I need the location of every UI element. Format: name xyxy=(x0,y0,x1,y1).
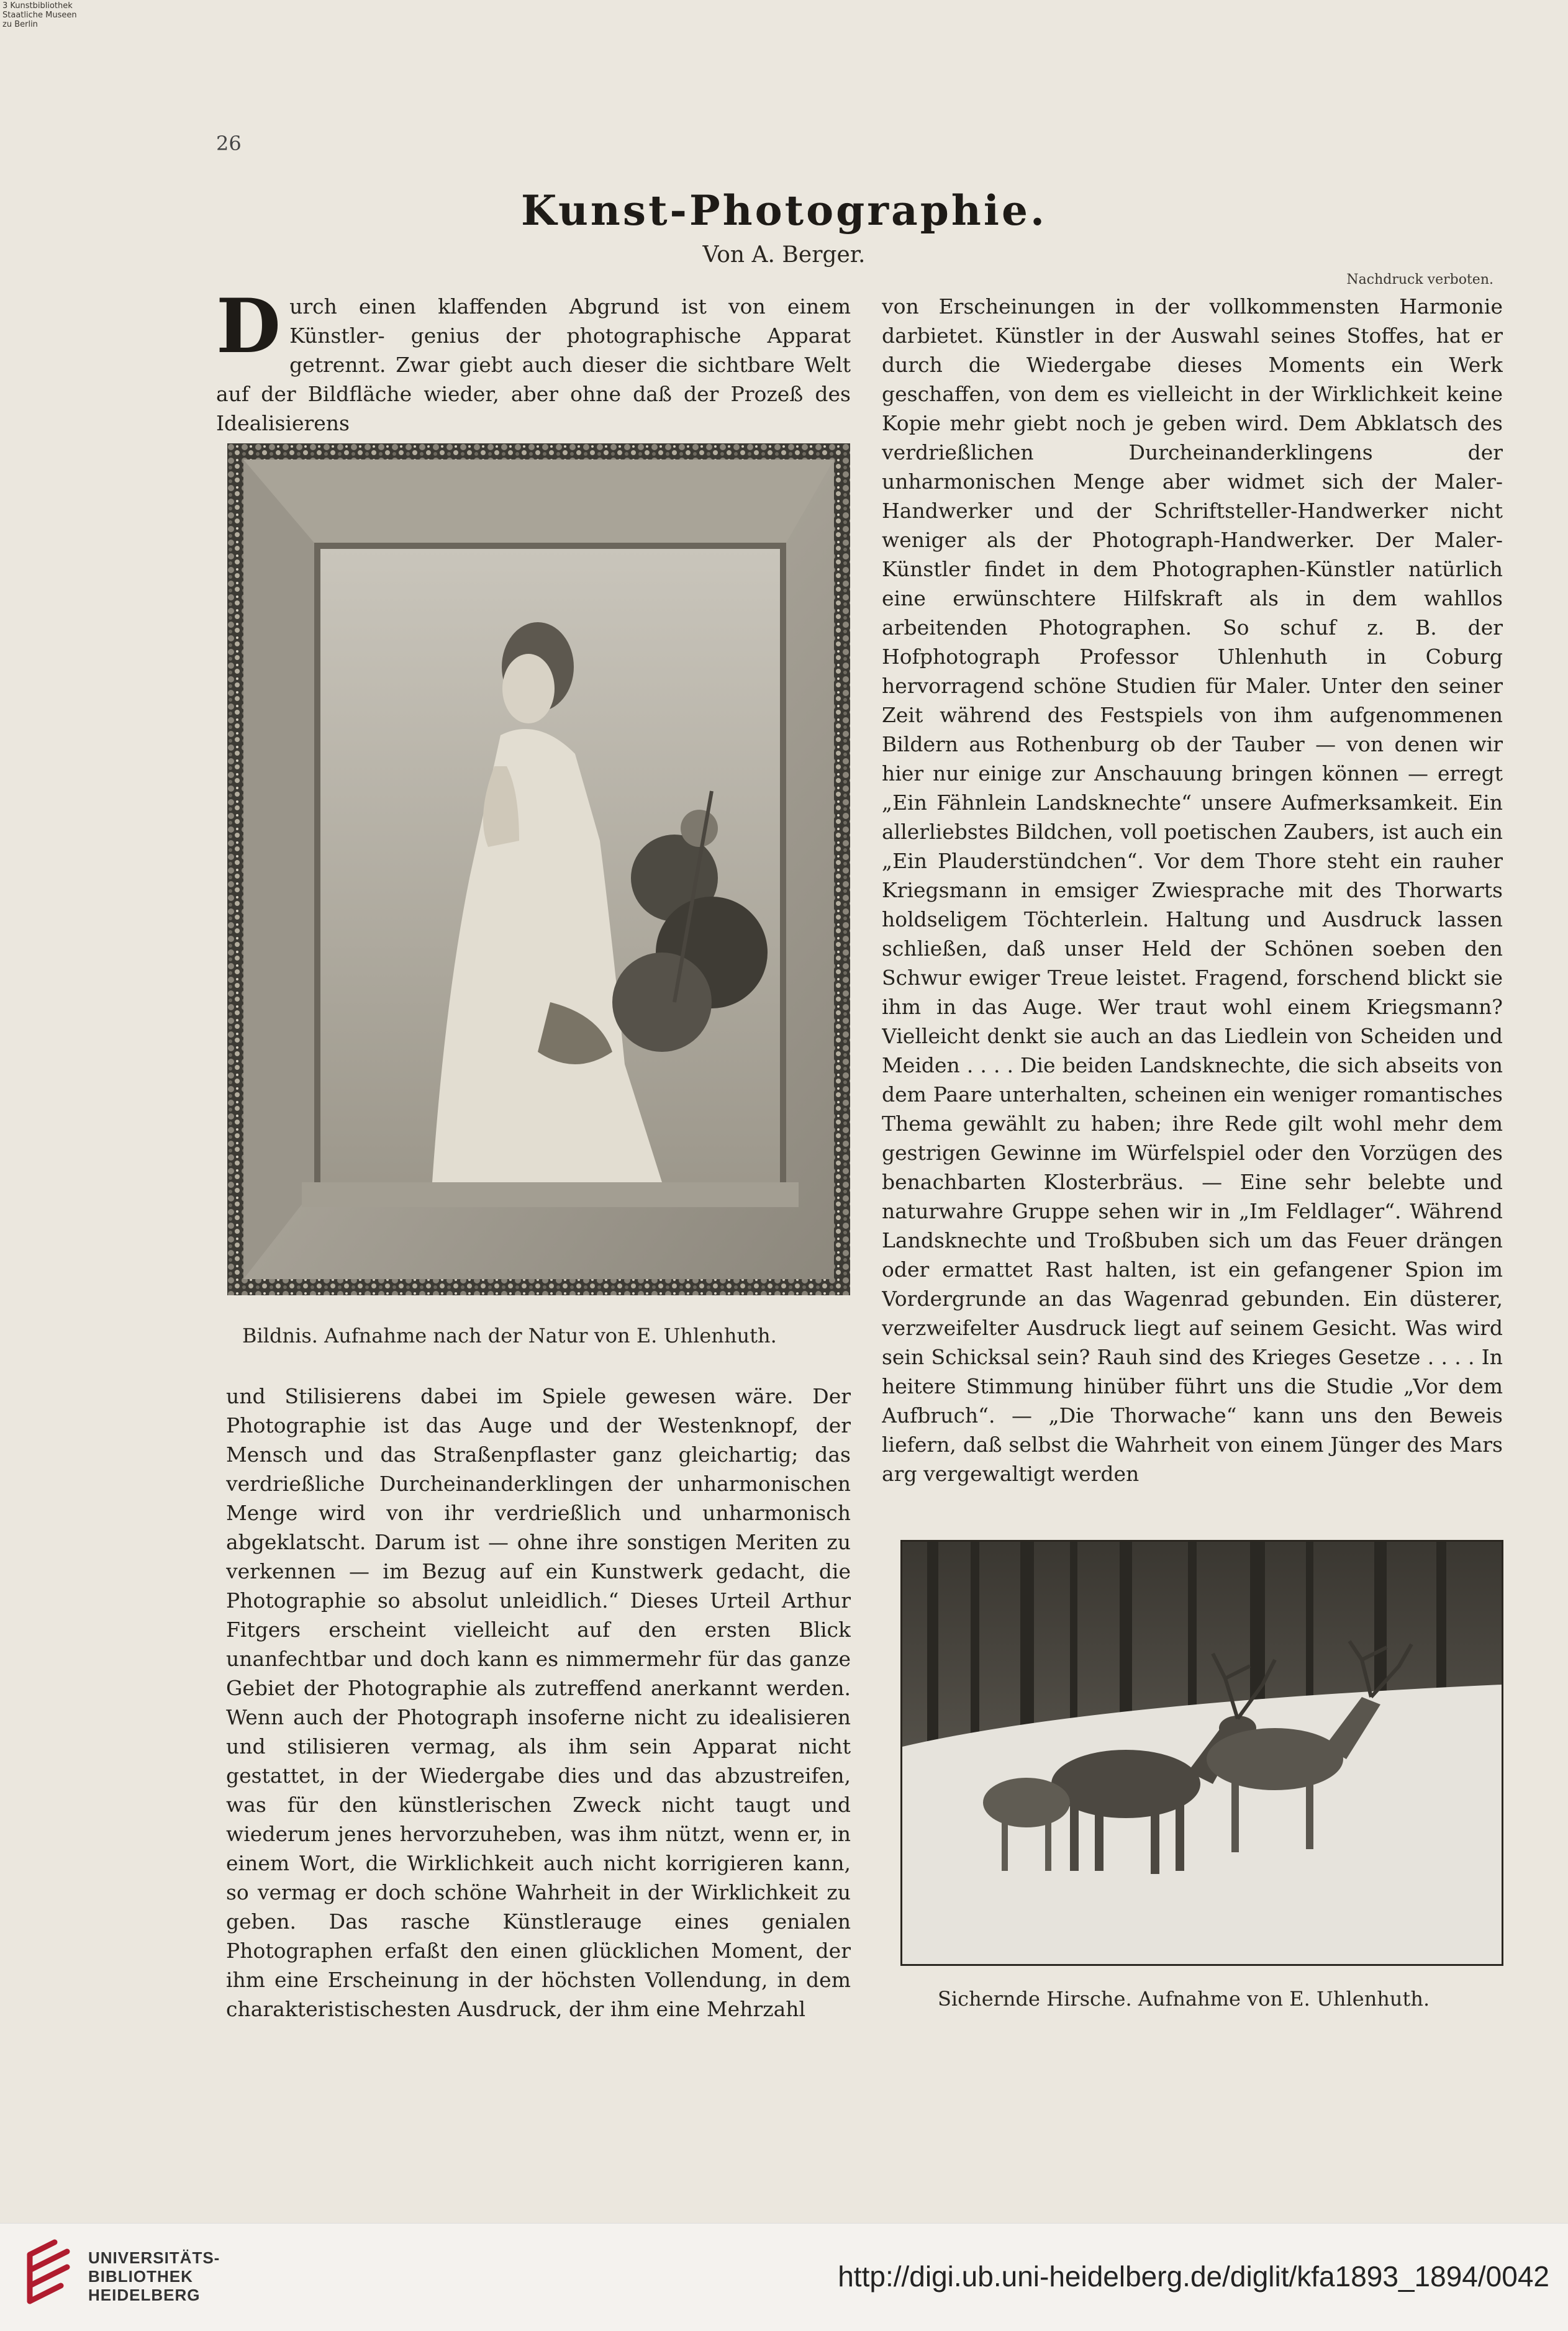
article-title: Kunst-Photographie. xyxy=(521,186,1047,235)
portrait-caption: Bildnis. Aufnahme nach der Natur von E. Uhlenhuth. xyxy=(242,1324,777,1347)
paragraph-text: urch einen klaffenden Abgrund ist von einem Künstler- genius der photographische Apparat getrennt. Zwar giebt auch dieser die sichtbare Welt auf der Bildfläche wieder, aber ohne daß der Prozeß des Idealisierens xyxy=(216,294,851,435)
university-library-logo[interactable] xyxy=(17,2236,79,2317)
paragraph: und Stilisierens dabei im Spiele gewesen wäre. Der Photographie ist das Auge und der Westenknopf, der Mensch und das Straßenpflaster ganz gleichartig; das verdrießliche Durcheinanderklingen der unharmonischen Menge wird von ihr verdrießlich und unharmonisch abgeklatscht. Darum ist — ohne ihre sonstigen Meriten zu verkennen — im Bezug auf ein Kunstwerk gedacht, die Photographie so absolut unleidlich.“ Dieses Urteil Arthur Fitgers erscheint vielleicht auf den ersten Blick unanfechtbar und doch kann es nimmermehr für das ganze Gebiet der Photographie als zutreffend anerkannt werden. Wenn auch der Photograph insoferne nicht zu idealisieren und stilisieren vermag, als ihm sein Apparat nicht gestattet, in der Wiedergabe dies und das abzustreifen, was für den künstlerischen Zweck nicht taugt und wiederum jenes hervorzuheben, was ihm nützt, wenn er, in einem Wort, die Wirklichkeit auch nicht korrigieren kann, so vermag er doch schöne Wahrheit in der Wirklichkeit zu geben. Das rasche Künstlerauge eines genialen Photographen erfaßt den einen glücklichen Moment, der ihm eine Erscheinung in der höchsten Vollendung, in dem charakteristischesten Ausdruck, der ihm eine Mehrzahl xyxy=(226,1384,851,2021)
stamp-line: zu Berlin xyxy=(2,20,38,29)
stamp-line: 3 Kunstbibliothek xyxy=(2,1,73,11)
library-name-line: BIBLIOTHEK xyxy=(88,2267,193,2286)
reprint-notice: Nachdruck verboten. xyxy=(1346,272,1493,287)
portrait-photograph xyxy=(227,443,850,1295)
page-number: 26 xyxy=(216,132,242,155)
paragraph xyxy=(216,283,851,438)
library-name-line: UNIVERSITÄTS- xyxy=(88,2248,220,2267)
deer-photograph xyxy=(900,1540,1503,1966)
deer-caption: Sichernde Hirsche. Aufnahme von E. Uhlenhuth. xyxy=(938,1987,1430,2011)
library-name-line: HEIDELBERG xyxy=(88,2286,201,2304)
column-left-bottom xyxy=(226,1382,851,2040)
paragraph: von Erscheinungen in der vollkommensten Harmonie darbietet. Künstler in der Auswahl seines Stoffes, hat er durch die Wiedergabe dieses Moments ein Werk geschaffen, von dem es vielleicht in der Wirklichkeit keine Kopie mehr giebt noch je geben wird. Dem Abklatsch des verdrießlichen Durcheinanderklingens der unharmonischen Menge aber widmet sich der Maler-Handwerker und der Schriftsteller-Handwerker nicht weniger als der Photograph-Handwerker. Der Maler-Künstler findet in dem Photographen-Künstler natürlich eine erwünschtere Hilfskraft als in dem wahllos arbeitenden Photographen. So schuf z. B. der Hofphotograph Professor Uhlenhuth in Coburg hervorragend schöne Studien für Maler. Unter den seiner Zeit während des Festspiels von ihm aufgenommenen Bildern aus Rothenburg ob der Tauber — von denen wir hier nur einige zur Anschauung bringen können — erregt „Ein Fähnlein Landsknechte“ unsere Aufmerksamkeit. Ein allerliebstes Bildchen, voll poetischen Zaubers, ist auch ein „Ein Plauderstündchen“. Vor dem Thore steht ein rauher Kriegsmann in emsiger Zwiesprache mit des Thorwarts holdseligem Töchterlein. Haltung und Ausdruck lassen schließen, daß unser Held der Schönen soeben den Schwur ewiger Treue leistet. Fragend, forschend blickt sie ihm in das Auge. Wer traut wohl einem Kriegsmann? Vielleicht denkt sie auch an das Liedlein von Scheiden und Meiden . . . . Die beiden Landsknechte, die sich abseits von dem Paare unterhalten, scheinen ein weniger romantisches Thema gewählt zu haben; ihre Rede gilt wohl mehr dem gestrigen Gewinne im Würfelspiel oder den Vorzügen des benachbarten Klosterbräus. — Eine sehr belebte und naturwahre Gruppe sehen wir in „Im Feldlager“. Während Landsknechte und Troßbuben sich um das Feuer drängen oder ermattet Rast halten, ist ein gefangener Spion im Vordergrunde an das Wagenrad gebunden. Ein düsterer, verzweifelter Ausdruck liegt auf seinem Gesicht. Was wird sein Schicksal sein? Rauh sind des Krieges Gesetze . . . . In heitere Stimmung hinüber führt uns die Studie „Vor dem Aufbruch“. — „Die Thorwache“ kann uns den Beweis liefern, daß selbst die Wahrheit von einem Jünger des Mars arg vergewaltigt werden xyxy=(882,294,1503,1486)
stamp-line: Staatliche Museen xyxy=(2,11,77,20)
viewer-footer xyxy=(0,2223,1568,2331)
drop-cap: D xyxy=(216,283,281,370)
column-right xyxy=(882,292,1503,1509)
library-name xyxy=(88,2248,220,2304)
source-url-link[interactable]: http://digi.ub.uni-heidelberg.de/diglit/kfa1893_1894/0042 xyxy=(838,2260,1549,2293)
column-left-top xyxy=(216,283,851,438)
article-author: Von A. Berger. xyxy=(702,242,866,268)
library-stamp xyxy=(2,1,77,29)
